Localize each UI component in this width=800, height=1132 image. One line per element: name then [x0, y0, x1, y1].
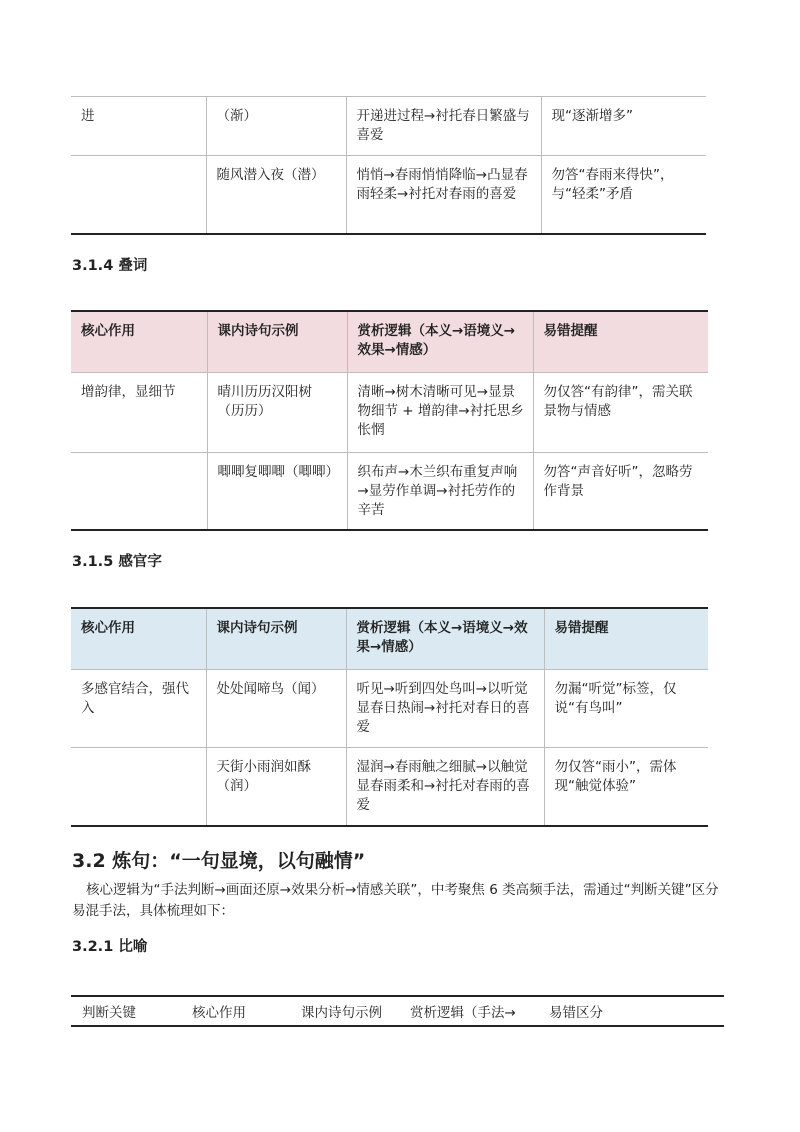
table-cell: （渐）: [206, 97, 346, 156]
column-header: 课内诗句示例: [301, 1005, 382, 1021]
table-row: [71, 669, 708, 747]
table-cell: 勿答“春雨来得快”，与“轻柔”矛盾: [541, 156, 706, 234]
table-row: [71, 452, 708, 530]
table-row: [71, 97, 706, 156]
column-header: 核心作用: [71, 311, 207, 372]
table-cell: 勿答“声音好听”，忽略劳作背景: [533, 452, 708, 530]
table-cell: [71, 156, 206, 234]
table-cell: 湿润→春雨触之细腻→以触觉显春雨柔和→衬托对春雨的喜爱: [346, 747, 544, 826]
section-heading-3-1-5: 3.1.5 感官字: [72, 554, 162, 570]
section-heading-3-1-4: 3.1.4 叠词: [72, 258, 148, 274]
table-cell: 勿漏“听觉”标签，仅说“有鸟叫”: [544, 669, 708, 747]
table-cell: 进: [71, 97, 206, 156]
section-heading-3-2-1: 3.2.1 比喻: [72, 939, 148, 955]
column-header: 课内诗句示例: [206, 608, 346, 669]
table-cell: 勿仅答“有韵律”，需关联景物与情感: [533, 372, 708, 452]
table-cell: 悄悄→春雨悄悄降临→凸显春雨轻柔→衬托对春雨的喜爱: [346, 156, 541, 234]
column-header: 易错提醒: [533, 311, 708, 372]
table-cell: 天街小雨润如酥（润）: [206, 747, 346, 826]
simile-table-header: [71, 995, 724, 1027]
column-header: 易错提醒: [544, 608, 708, 669]
column-header: 判断关键: [82, 1005, 136, 1021]
table-cell: 增韵律，显细节: [71, 372, 207, 452]
section-heading-3-2: 3.2 炼句：“一句显境，以句融情”: [72, 850, 366, 872]
column-header: 赏析逻辑（手法→: [410, 1005, 516, 1021]
continuation-table: [71, 96, 706, 235]
column-header: 课内诗句示例: [207, 311, 347, 372]
table-cell: 多感官结合，强代入: [71, 669, 206, 747]
table-cell: 勿仅答“雨小”，需体现“触觉体验”: [544, 747, 708, 826]
table-row: [71, 372, 708, 452]
column-header: 易错区分: [549, 1005, 603, 1021]
column-header: 核心作用: [192, 1005, 246, 1021]
table-header-row: [71, 311, 708, 372]
table-cell: [71, 452, 207, 530]
column-header: 赏析逻辑（本义→语境义→效果→情感）: [346, 608, 544, 669]
table-cell: [71, 747, 206, 826]
table-header-row: [71, 608, 708, 669]
reduplication-table: [71, 310, 708, 531]
sensory-words-table: [71, 607, 708, 827]
column-header: 核心作用: [71, 608, 206, 669]
table-cell: 处处闻啼鸟（闻）: [206, 669, 346, 747]
table-row: [71, 156, 706, 234]
table-cell: 随风潜入夜（潜）: [206, 156, 346, 234]
table-cell: 晴川历历汉阳树（历历）: [207, 372, 347, 452]
column-header: 赏析逻辑（本义→语境义→效果→情感）: [347, 311, 533, 372]
table-cell: 清晰→树木清晰可见→显景物细节 + 增韵律→衬托思乡怅惘: [347, 372, 533, 452]
table-cell: 织布声→木兰织布重复声响→显劳作单调→衬托劳作的辛苦: [347, 452, 533, 530]
table-cell: 开递进过程→衬托春日繁盛与喜爱: [346, 97, 541, 156]
table-cell: 现“逐渐增多”: [541, 97, 706, 156]
table-cell: 唧唧复唧唧（唧唧）: [207, 452, 347, 530]
table-row: [71, 747, 708, 826]
table-cell: 听见→听到四处鸟叫→以听觉显春日热闹→衬托对春日的喜爱: [346, 669, 544, 747]
section-paragraph: 核心逻辑为“手法判断→画面还原→效果分析→情感关联”，中考聚焦 6 类高频手法，需通过“判断关键”区分易混手法，具体梳理如下：: [72, 882, 719, 919]
